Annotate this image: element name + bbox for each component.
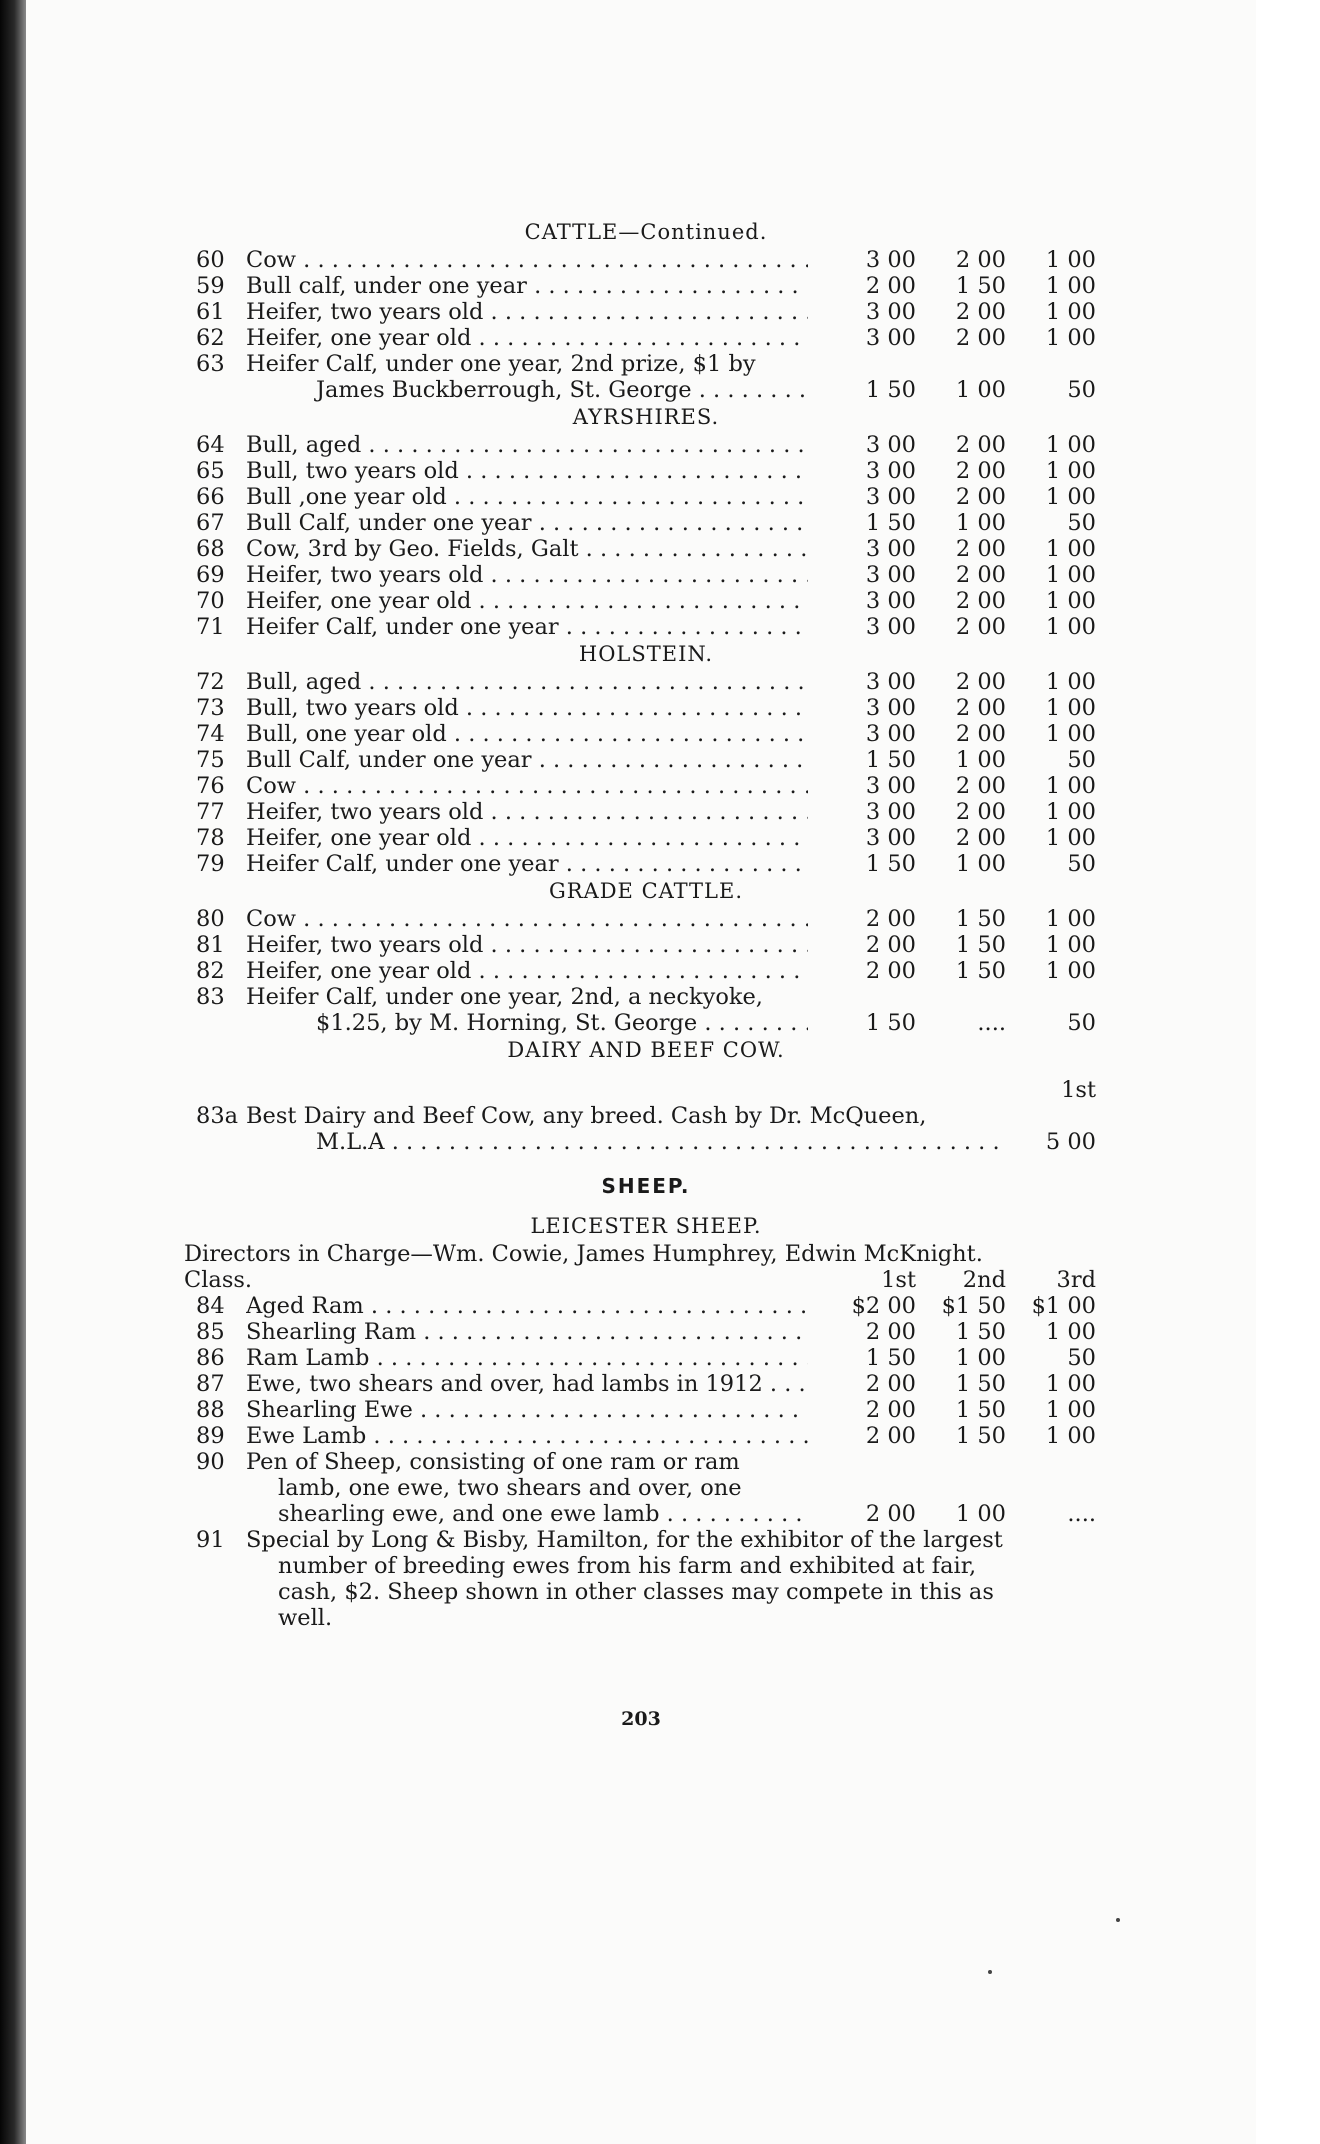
scan-speck (1116, 1918, 1120, 1922)
prize-row (196, 695, 1096, 721)
class-description-cont: cash, $2. Sheep shown in other classes may compete in this as (278, 1579, 994, 1605)
second-prize: 1 50 (955, 1423, 1006, 1449)
first-prize: 1 50 (865, 747, 916, 773)
class-description: Heifer, one year old . . . (246, 958, 808, 984)
prize-row (196, 721, 1096, 747)
first-prize: 2 00 (865, 1371, 916, 1397)
prize-row (196, 799, 1096, 825)
first-prize: 3 00 (865, 721, 916, 747)
prize-row (196, 484, 1096, 510)
prize-row (196, 669, 1096, 695)
second-prize: 1 00 (955, 851, 1006, 877)
third-prize: 50 (1067, 1010, 1096, 1036)
second-prize: 1 50 (955, 273, 1006, 299)
class-number: 80 (196, 906, 225, 932)
second-prize: 1 50 (955, 958, 1006, 984)
class-description: Bull, one year old . . . (246, 721, 808, 747)
class-number: 68 (196, 536, 225, 562)
class-number: 74 (196, 721, 225, 747)
class-number: 62 (196, 325, 225, 351)
class-description: Heifer Calf, under one year . . . (246, 851, 808, 877)
third-prize: 50 (1067, 851, 1096, 877)
third-prize: 50 (1067, 510, 1096, 536)
column-header-1st: 1st (1061, 1077, 1096, 1103)
class-number: 84 (196, 1293, 225, 1319)
second-prize: 1 50 (955, 932, 1006, 958)
prize-row (196, 536, 1096, 562)
class-description: Ewe, two shears and over, had lambs in 1912 . . . (246, 1371, 808, 1397)
third-prize: 1 00 (1045, 721, 1096, 747)
first-prize: 1 50 (865, 1010, 916, 1036)
first-prize: 3 00 (865, 562, 916, 588)
book-binding (0, 0, 26, 2144)
third-prize: 1 00 (1045, 458, 1096, 484)
class-description: Bull ,one year old . . . (246, 484, 808, 510)
first-prize: 2 00 (865, 932, 916, 958)
third-prize: 1 00 (1045, 588, 1096, 614)
second-prize: 1 50 (955, 1319, 1006, 1345)
special-prize-entry (196, 1527, 1096, 1631)
class-number: 65 (196, 458, 225, 484)
prize-row (196, 747, 1096, 773)
prize-row (196, 299, 1096, 325)
second-prize: 1 50 (955, 906, 1006, 932)
class-number: 72 (196, 669, 225, 695)
first-prize: 2 00 (865, 1319, 916, 1345)
third-prize: 1 00 (1045, 273, 1096, 299)
second-prize: 2 00 (955, 458, 1006, 484)
class-description: Bull, two years old . . . (246, 695, 808, 721)
section-heading: CATTLE—Continued. (524, 220, 768, 244)
third-prize: 1 00 (1045, 299, 1096, 325)
first-prize: $2 00 (851, 1293, 916, 1319)
third-prize: 1 00 (1045, 562, 1096, 588)
third-prize: 50 (1067, 377, 1096, 403)
second-prize: 2 00 (955, 325, 1006, 351)
second-prize: 2 00 (955, 299, 1006, 325)
third-prize: 1 00 (1045, 614, 1096, 640)
class-description: Aged Ram . . . (246, 1293, 808, 1319)
breed-section (196, 641, 1096, 877)
third-prize: 1 00 (1045, 484, 1096, 510)
prize-row (196, 1345, 1096, 1371)
class-description-cont: James Buckberrough, St. George . . . (246, 377, 808, 403)
first-prize: 1 50 (865, 510, 916, 536)
prize-row (196, 1293, 1096, 1319)
class-number: 67 (196, 510, 225, 536)
scan-margin (1256, 0, 1320, 2144)
second-prize: 1 00 (955, 747, 1006, 773)
prize-row-cont (196, 377, 1096, 403)
third-prize: 1 00 (1045, 932, 1096, 958)
second-prize: 2 00 (955, 536, 1006, 562)
class-description: Heifer, two years old . . . (246, 799, 808, 825)
second-prize: 2 00 (955, 825, 1006, 851)
class-description-cont: lamb, one ewe, two shears and over, one (278, 1475, 742, 1501)
class-description: Bull Calf, under one year . . . (246, 510, 808, 536)
prize-row (196, 351, 1096, 377)
class-description: Ewe Lamb . . . (246, 1423, 808, 1449)
prize-row (196, 825, 1096, 851)
prize-row (196, 614, 1096, 640)
first-prize: 1 50 (865, 1345, 916, 1371)
prize-amount: 5 00 (1045, 1129, 1096, 1155)
first-prize: 1 50 (865, 377, 916, 403)
second-prize: .... (977, 1010, 1006, 1036)
class-description: Pen of Sheep, consisting of one ram or ram (246, 1449, 740, 1475)
third-prize: $1 00 (1031, 1293, 1096, 1319)
first-prize: 2 00 (865, 1397, 916, 1423)
section-heading: GRADE CATTLE. (548, 879, 744, 903)
prize-row (196, 247, 1096, 273)
dairy-section (196, 1037, 1096, 1155)
class-number: 60 (196, 247, 225, 273)
breed-section (196, 878, 1096, 1036)
class-number: 89 (196, 1423, 225, 1449)
class-number: 82 (196, 958, 225, 984)
first-prize: 2 00 (865, 958, 916, 984)
second-prize: 2 00 (955, 799, 1006, 825)
class-description: Heifer Calf, under one year, 2nd, a neckyoke, (246, 984, 763, 1010)
class-number: 73 (196, 695, 225, 721)
prize-row-cont (196, 1010, 1096, 1036)
class-number: 66 (196, 484, 225, 510)
class-number: 75 (196, 747, 225, 773)
third-prize: 1 00 (1045, 799, 1096, 825)
third-prize: 1 00 (1045, 825, 1096, 851)
second-prize: $1 50 (941, 1293, 1006, 1319)
column-header-1st: 1st (881, 1267, 916, 1293)
book-page (26, 0, 1256, 2144)
third-prize: 1 00 (1045, 1397, 1096, 1423)
class-number: 59 (196, 273, 225, 299)
class-number: 83a (196, 1103, 239, 1129)
first-prize: 3 00 (865, 799, 916, 825)
class-description: Heifer Calf, under one year, 2nd prize, $1 by (246, 351, 756, 377)
class-number: 87 (196, 1371, 225, 1397)
class-description: Cow . . . (246, 773, 808, 799)
prize-row (196, 273, 1096, 299)
class-number: 69 (196, 562, 225, 588)
class-description: Special by Long & Bisby, Hamilton, for the exhibitor of the largest (246, 1527, 1003, 1553)
second-prize: 2 00 (955, 721, 1006, 747)
class-description: Heifer, two years old . . . (246, 299, 808, 325)
class-description: Heifer, two years old . . . (246, 932, 808, 958)
scan-speck (988, 1970, 992, 1974)
class-number: 76 (196, 773, 225, 799)
class-description: Heifer Calf, under one year . . . (246, 614, 808, 640)
class-description: Ram Lamb . . . (246, 1345, 808, 1371)
class-description: Best Dairy and Beef Cow, any breed. Cash by Dr. McQueen, (246, 1103, 927, 1129)
third-prize: 1 00 (1045, 906, 1096, 932)
class-label: Class. (184, 1267, 253, 1293)
first-prize: 3 00 (865, 458, 916, 484)
prize-list-content (184, 218, 1096, 1631)
class-description-cont: shearling ewe, and one ewe lamb . . . (246, 1501, 808, 1527)
class-description: Bull, aged . . . (246, 432, 808, 458)
first-prize: 1 50 (865, 851, 916, 877)
directors-line: Directors in Charge—Wm. Cowie, James Humphrey, Edwin McKnight. (184, 1241, 983, 1267)
class-description-cont: M.L.A . . . (246, 1129, 1006, 1155)
prize-row (196, 984, 1096, 1010)
prize-row (196, 1423, 1096, 1449)
prize-row (196, 851, 1096, 877)
prize-row (196, 958, 1096, 984)
class-number: 61 (196, 299, 225, 325)
first-prize: 3 00 (865, 773, 916, 799)
section-heading: AYRSHIRES. (572, 405, 720, 429)
prize-row (196, 562, 1096, 588)
sheep-section (184, 1173, 1096, 1631)
prize-row (196, 932, 1096, 958)
second-prize: 2 00 (955, 484, 1006, 510)
sheep-heading: SHEEP. (601, 1174, 691, 1198)
first-prize: 3 00 (865, 247, 916, 273)
cattle-sections (196, 219, 1096, 1036)
second-prize: 1 00 (955, 510, 1006, 536)
sheep-rows (196, 1293, 1096, 1449)
prize-row (196, 906, 1096, 932)
third-prize: .... (1067, 1501, 1096, 1527)
second-prize: 1 00 (955, 1345, 1006, 1371)
third-prize: 1 00 (1045, 1423, 1096, 1449)
prize-row (196, 588, 1096, 614)
third-prize: 1 00 (1045, 1371, 1096, 1397)
third-prize: 1 00 (1045, 247, 1096, 273)
first-prize: 3 00 (865, 695, 916, 721)
third-prize: 1 00 (1045, 773, 1096, 799)
first-prize: 3 00 (865, 299, 916, 325)
third-prize: 1 00 (1045, 536, 1096, 562)
class-number: 64 (196, 432, 225, 458)
prize-row (196, 1319, 1096, 1345)
class-description-cont: number of breeding ewes from his farm and exhibited at fair, (278, 1553, 977, 1579)
second-prize: 2 00 (955, 614, 1006, 640)
class-number: 78 (196, 825, 225, 851)
third-prize: 1 00 (1045, 325, 1096, 351)
prize-row (196, 773, 1096, 799)
prize-row (196, 325, 1096, 351)
class-description: Heifer, one year old . . . (246, 588, 808, 614)
section-heading: DAIRY AND BEEF COW. (507, 1038, 785, 1062)
column-header-3rd: 3rd (1056, 1267, 1096, 1293)
third-prize: 50 (1067, 747, 1096, 773)
breed-section (196, 219, 1096, 403)
first-prize: 3 00 (865, 484, 916, 510)
second-prize: 2 00 (955, 773, 1006, 799)
first-prize: 3 00 (865, 325, 916, 351)
first-prize: 2 00 (865, 1501, 916, 1527)
first-prize: 3 00 (865, 588, 916, 614)
third-prize: 1 00 (1045, 695, 1096, 721)
class-number: 63 (196, 351, 225, 377)
class-description-cont: $1.25, by M. Horning, St. George . . . (246, 1010, 808, 1036)
third-prize: 1 00 (1045, 1319, 1096, 1345)
first-prize: 3 00 (865, 536, 916, 562)
class-description: Cow . . . (246, 906, 808, 932)
class-number: 71 (196, 614, 225, 640)
second-prize: 2 00 (955, 562, 1006, 588)
class-description: Heifer, one year old . . . (246, 825, 808, 851)
first-prize: 2 00 (865, 1423, 916, 1449)
second-prize: 1 50 (955, 1371, 1006, 1397)
class-description-cont: well. (278, 1605, 333, 1631)
prize-row (196, 432, 1096, 458)
leicester-heading: LEICESTER SHEEP. (530, 1214, 762, 1238)
class-description: Bull, aged . . . (246, 669, 808, 695)
prize-row (196, 1397, 1096, 1423)
third-prize: 50 (1067, 1345, 1096, 1371)
class-description: Heifer, two years old . . . (246, 562, 808, 588)
third-prize: 1 00 (1045, 958, 1096, 984)
first-prize: 3 00 (865, 614, 916, 640)
second-prize: 2 00 (955, 247, 1006, 273)
first-prize: 2 00 (865, 906, 916, 932)
prize-row (196, 510, 1096, 536)
class-number: 79 (196, 851, 225, 877)
second-prize: 2 00 (955, 695, 1006, 721)
second-prize: 2 00 (955, 588, 1006, 614)
class-number: 85 (196, 1319, 225, 1345)
page-number: 203 (621, 1708, 661, 1730)
first-prize: 3 00 (865, 669, 916, 695)
class-number: 81 (196, 932, 225, 958)
first-prize: 3 00 (865, 825, 916, 851)
class-description: Heifer, one year old . . . (246, 325, 808, 351)
second-prize: 2 00 (955, 432, 1006, 458)
class-description: Shearling Ewe . . . (246, 1397, 808, 1423)
class-description: Cow . . . (246, 247, 808, 273)
third-prize: 1 00 (1045, 669, 1096, 695)
second-prize: 1 50 (955, 1397, 1006, 1423)
second-prize: 1 00 (955, 1501, 1006, 1527)
section-heading: HOLSTEIN. (578, 642, 714, 666)
class-number: 83 (196, 984, 225, 1010)
class-number: 90 (196, 1449, 225, 1475)
prize-row (196, 1371, 1096, 1397)
class-number: 70 (196, 588, 225, 614)
pen-of-sheep-entry (196, 1449, 1096, 1527)
class-number: 91 (196, 1527, 225, 1553)
first-prize: 3 00 (865, 432, 916, 458)
class-description: Shearling Ram . . . (246, 1319, 808, 1345)
class-description: Bull Calf, under one year . . . (246, 747, 808, 773)
second-prize: 2 00 (955, 669, 1006, 695)
first-prize: 2 00 (865, 273, 916, 299)
third-prize: 1 00 (1045, 432, 1096, 458)
class-number: 77 (196, 799, 225, 825)
class-description: Bull, two years old . . . (246, 458, 808, 484)
class-number: 88 (196, 1397, 225, 1423)
column-header-2nd: 2nd (962, 1267, 1006, 1293)
breed-section (196, 404, 1096, 640)
second-prize: 1 00 (955, 377, 1006, 403)
class-description: Cow, 3rd by Geo. Fields, Galt . . . (246, 536, 808, 562)
class-description: Bull calf, under one year . . . (246, 273, 808, 299)
class-number: 86 (196, 1345, 225, 1371)
prize-row (196, 458, 1096, 484)
